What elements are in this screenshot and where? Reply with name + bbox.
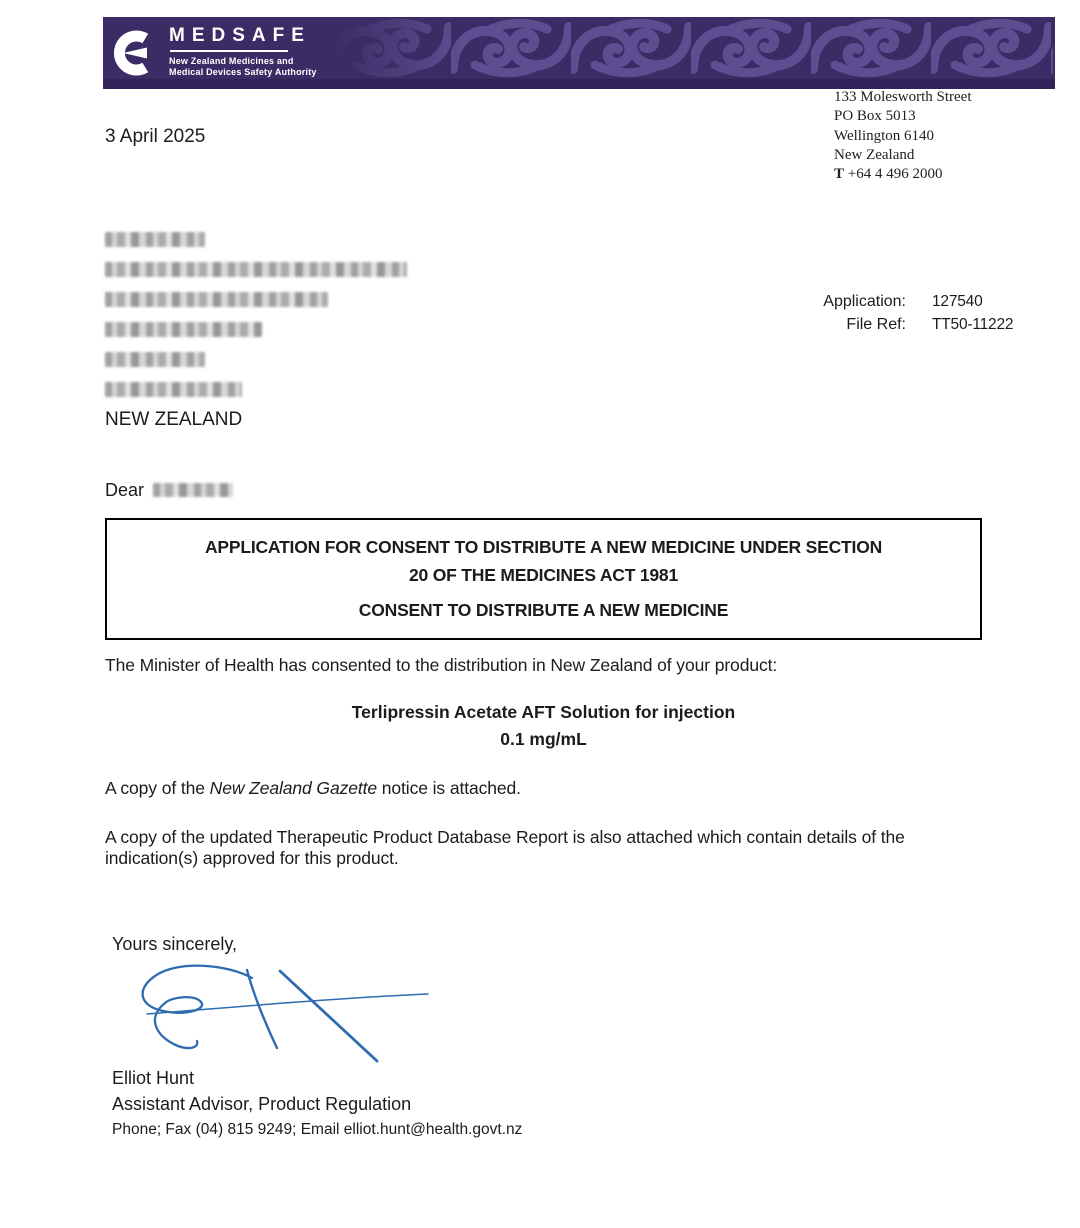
product-block bbox=[105, 699, 982, 753]
recipient-redacted-line bbox=[105, 352, 407, 378]
salutation-prefix: Dear bbox=[105, 480, 145, 500]
recipient-redacted-line bbox=[105, 322, 407, 348]
attachment-paragraph: A copy of the updated Therapeutic Product Database Report is also attached which contain details of the indication(s) approved for this product. bbox=[105, 827, 905, 868]
medsafe-logo-icon bbox=[112, 26, 160, 80]
logo-tagline-line2: Medical Devices Safety Authority bbox=[169, 66, 317, 77]
gazette-suffix: notice is attached. bbox=[377, 778, 521, 798]
recipient-redacted-line bbox=[105, 292, 407, 318]
sender-phone-line bbox=[834, 165, 971, 184]
medsafe-banner bbox=[103, 17, 1055, 89]
salutation-line bbox=[105, 480, 233, 501]
signer-title: Assistant Advisor, Product Regulation bbox=[112, 1094, 412, 1114]
logo-tagline-line1: New Zealand Medicines and bbox=[169, 56, 294, 66]
subject-heading-line1: APPLICATION FOR CONSENT TO DISTRIBUTE A NEW MEDICINE UNDER SECTION bbox=[204, 537, 883, 557]
sender-address-block bbox=[834, 88, 971, 184]
gazette-paragraph bbox=[105, 778, 965, 799]
gazette-title: New Zealand Gazette bbox=[209, 778, 378, 798]
product-strength: 0.1 mg/mL bbox=[500, 729, 587, 749]
logo-divider bbox=[170, 50, 288, 52]
sender-country: New Zealand bbox=[834, 146, 915, 163]
salutation-redacted-name bbox=[153, 483, 233, 497]
sender-street: 133 Molesworth Street bbox=[834, 89, 972, 105]
sender-city: Wellington 6140 bbox=[834, 127, 935, 144]
signer-contact-line: Phone; Fax (04) 815 9249; Email elliot.hunt@health.govt.nz bbox=[112, 1121, 523, 1138]
product-name: Terlipressin Acetate AFT Solution for injection bbox=[351, 702, 736, 722]
application-number: 127540 bbox=[932, 293, 983, 310]
sender-pobox: PO Box 5013 bbox=[834, 108, 916, 125]
gazette-prefix: A copy of the bbox=[105, 778, 210, 798]
handwritten-signature bbox=[115, 948, 445, 1073]
recipient-redacted-line bbox=[105, 382, 407, 408]
recipient-redacted-line bbox=[105, 232, 407, 258]
file-ref-label: File Ref: bbox=[846, 316, 906, 333]
valediction: Yours sincerely, bbox=[112, 934, 238, 954]
file-ref-number: TT50-11222 bbox=[932, 316, 1014, 333]
subject-heading-line2: 20 OF THE MEDICINES ACT 1981 bbox=[409, 565, 678, 585]
recipient-address-block bbox=[105, 228, 407, 431]
banner-pattern-fade bbox=[331, 19, 461, 77]
application-label: Application: bbox=[823, 293, 906, 310]
phone-label: T bbox=[834, 166, 845, 183]
consent-paragraph: The Minister of Health has consented to the distribution in New Zealand of your product: bbox=[105, 655, 778, 675]
recipient-country: NEW ZEALAND bbox=[105, 409, 243, 430]
medsafe-wordmark: MEDSAFE bbox=[169, 25, 311, 46]
subject-subheading: CONSENT TO DISTRIBUTE A NEW MEDICINE bbox=[358, 600, 729, 620]
subject-box bbox=[105, 518, 982, 640]
phone-number: +64 4 496 2000 bbox=[847, 166, 943, 183]
recipient-redacted-line bbox=[105, 262, 407, 288]
signer-name: Elliot Hunt bbox=[112, 1068, 195, 1088]
medsafe-logo-text bbox=[169, 26, 317, 77]
reference-block bbox=[820, 293, 1013, 334]
letter-date: 3 April 2025 bbox=[105, 126, 206, 147]
